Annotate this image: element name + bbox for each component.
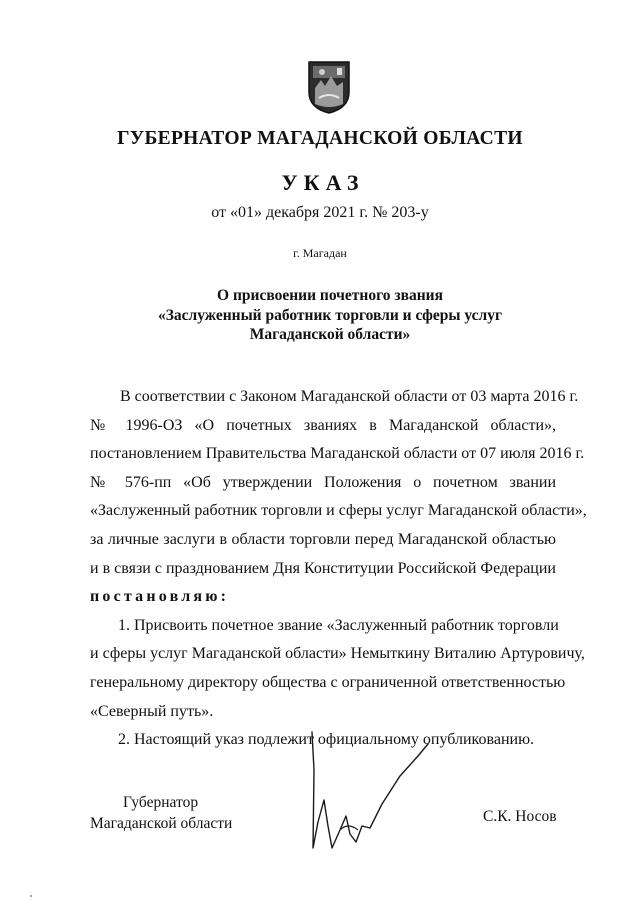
body-line: постановлением Правительства Магаданской области от 07 июля 2016 г. xyxy=(90,445,585,463)
governor-title: ГУБЕРНАТОР МАГАДАНСКОЙ ОБЛАСТИ xyxy=(117,128,523,149)
item-2-line: 2. Настоящий указ подлежит официальному опубликованию. xyxy=(118,731,535,749)
body-line: за личные заслуги в области торговли перед Магаданской областью xyxy=(90,530,556,548)
subject-line: Магаданской области» xyxy=(249,326,411,343)
body-line: № 1996-ОЗ «О почетных званиях в Магаданской области», xyxy=(90,416,556,434)
resolve-word: постановляю: xyxy=(90,588,230,606)
item-1-line: генеральному директору общества с ограниченной ответственностью xyxy=(90,673,566,691)
decree-type: УКАЗ xyxy=(281,170,365,195)
body-line: № 576-пп «Об утверждении Положения о почетном звании xyxy=(90,473,556,491)
handwritten-signature xyxy=(300,730,435,860)
body-line: и в связи с празднованием Дня Конституции Российской Федерации xyxy=(90,559,556,577)
coat-of-arms-icon xyxy=(307,58,351,114)
signatory-position xyxy=(90,792,232,834)
scan-speck xyxy=(30,895,32,897)
signatory-name: С.К. Носов xyxy=(483,808,557,825)
signatory-position-line: Губернатор xyxy=(123,794,199,811)
item-1-line: и сферы услуг Магаданской области» Немыткину Виталию Артуровичу, xyxy=(90,645,585,663)
decree-body xyxy=(90,383,587,755)
subject-line: О присвоении почетного звания xyxy=(217,287,443,304)
signatory-position-line: Магаданской области xyxy=(90,815,233,832)
decree-date-number: от «01» декабря 2021 г. № 203-у xyxy=(211,204,429,221)
decree-city: г. Магадан xyxy=(293,246,347,260)
subject-line: «Заслуженный работник торговли и сферы услуг xyxy=(157,306,502,324)
item-1-line: «Северный путь». xyxy=(90,702,214,720)
body-line: В соответствии с Законом Магаданской области от 03 марта 2016 г. xyxy=(120,388,579,405)
decree-subject xyxy=(80,286,580,345)
item-1-line: 1. Присвоить почетное звание «Заслуженный работник торговли xyxy=(118,616,559,634)
body-line: «Заслуженный работник торговли и сферы услуг Магаданской области», xyxy=(90,502,587,520)
